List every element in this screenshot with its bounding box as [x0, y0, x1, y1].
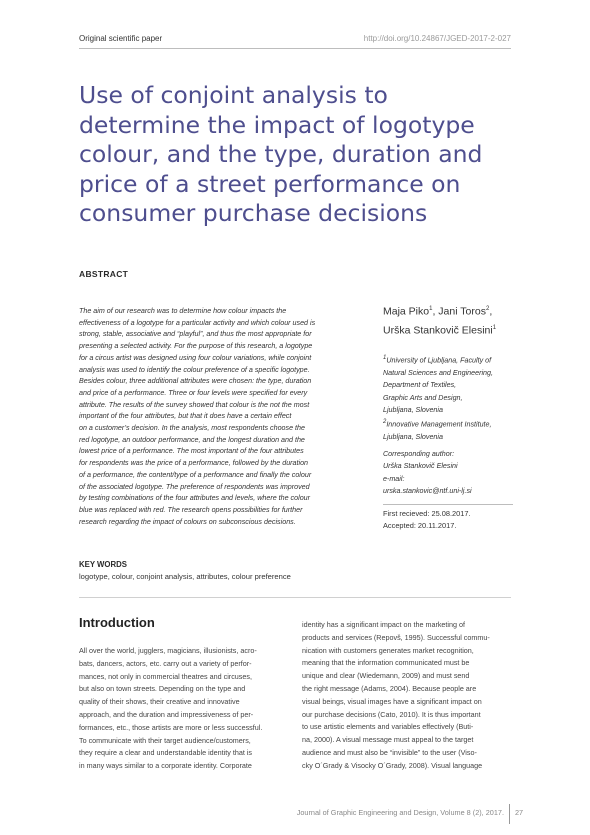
- title-line: colour, and the type, duration and: [79, 140, 483, 168]
- corresponding-label: Corresponding author:: [383, 450, 455, 458]
- abstract-line: blue was replaced with red. The research opens possibilities for further: [79, 505, 303, 514]
- doi-link[interactable]: http://doi.org/10.24867/JGED-2017-2-027: [363, 34, 511, 43]
- author-list: Maja Piko$^1$, Jani Toros$^2$, Urška Stankovič Elesini$^1$: [383, 305, 497, 336]
- affiliation-marker: 1: [429, 306, 433, 312]
- abstract-line: for respondents was the price of a performance, followed by the duration: [79, 459, 309, 468]
- abstract-line: Besides colour, three additional attributes were chosen: the type, duration: [79, 377, 312, 386]
- author-name: Maja Piko: [383, 305, 430, 318]
- journal-footer: Journal of Graphic Engineering and Design, Volume 8 (2), 2017.: [296, 808, 504, 817]
- author-name: Urška Stankovič Elesini: [383, 324, 493, 336]
- body-text-line: but also on town streets. Depending on the type and: [79, 684, 246, 694]
- affiliation-marker: 2: [383, 419, 387, 426]
- submission-dates: [383, 508, 471, 533]
- intro-column-right: [302, 619, 514, 773]
- title-line: price of a street performance on: [79, 169, 461, 198]
- body-text-line: formances, etc., those artists are more or less successful.: [79, 722, 263, 732]
- affiliation-line: Department of Textiles,: [383, 381, 457, 390]
- body-text-line: All over the world, jugglers, magicians, illusionists, acro-: [79, 646, 257, 655]
- body-text-line: bats, dancers, actors, etc. carry out a variety of perfor-: [79, 658, 252, 668]
- email-link[interactable]: urska.stankovic@ntf.uni-lj.si: [383, 487, 472, 496]
- abstract-line: of a performance, the content/type of a performance and finally the colour: [79, 470, 312, 479]
- affiliations: [383, 352, 523, 444]
- affiliation-line: Natural Sciences and Engineering,: [383, 368, 493, 377]
- header-divider: [79, 48, 511, 49]
- abstract-line: research regarding the impact of colours on subconscious decisions.: [79, 517, 296, 526]
- body-text-line: audience and must also be “invisible” to the user (Viso-: [302, 747, 477, 757]
- dates-divider: [383, 504, 513, 505]
- corresponding-name: Urška Stankovič Elesini: [383, 462, 458, 471]
- body-text-line: approach, and the duration and impressiveness of per-: [79, 709, 254, 719]
- abstract-line: lowest price of a performance. The most important of the four attributes: [79, 447, 304, 456]
- corresponding-author: [383, 448, 523, 498]
- affiliation-text: University of Ljubljana, Faculty of: [386, 356, 492, 365]
- author-name: Jani Toros: [438, 305, 486, 318]
- affiliation-text: Innovative Management Institute,: [386, 420, 492, 429]
- abstract-line: and price of a performance. Three or four levels were specified for every: [79, 388, 308, 397]
- abstract-heading: ABSTRACT: [79, 269, 129, 279]
- email-label: e-mail:: [383, 474, 405, 483]
- body-text-line: quality of their shows, their creative and innovative: [79, 697, 240, 707]
- author-separator: ,: [432, 305, 439, 318]
- received-date: First recieved: 25.08.2017.: [383, 509, 471, 518]
- affiliation-marker: 1: [383, 355, 387, 361]
- footer-divider: [509, 804, 510, 824]
- body-text-line: visual beings, visual images have a significant impact on: [302, 696, 482, 706]
- affiliation-line: Graphic Arts and Design,: [383, 393, 463, 402]
- abstract-line: for a circus artist was designed using four colour variations, while conjoint: [79, 353, 312, 362]
- abstract-line: important of the four attributes, but that it does have a certain effect: [79, 412, 292, 421]
- keywords-heading: KEY WORDS: [79, 560, 127, 569]
- page-number: 27: [515, 808, 524, 817]
- abstract-line: effectiveness of a logotype for a particular activity and which colour used is: [79, 318, 316, 327]
- body-text-line: to use artistic elements and variables effectively (Buti-: [302, 722, 474, 732]
- body-text-line: identity has a significant impact on the marketing of: [302, 620, 466, 629]
- abstract-line: strong, stable, associative and “playful”, and thus the most appropriate for: [79, 330, 312, 339]
- affiliation-line: [383, 416, 523, 431]
- body-text-line: mances, not only in commercial theatres and circuses,: [79, 671, 252, 681]
- body-text-line: in many ways similar to a corporate identity. Corporate: [79, 761, 252, 771]
- body-text-line: To communicate with their target audience/customers,: [79, 735, 251, 745]
- abstract-line: attribute. The results of the survey showed that colour is the not the most: [79, 400, 310, 409]
- body-text-line: cky O´Grady & Visocky O´Grady, 2008). Visual language: [302, 760, 483, 770]
- body-text-line: they require a clear and understandable identity that is: [79, 748, 253, 758]
- body-text-line: the right message (Adams, 2004). Because people are: [302, 683, 477, 693]
- article-type-label: Original scientific paper: [79, 34, 163, 43]
- abstract-line: of the associated logotype. The preference of respondents was improved: [79, 482, 310, 491]
- accepted-date: Accepted: 20.11.2017.: [383, 521, 457, 531]
- body-text-line: nication with customers generates market recognition,: [302, 645, 474, 655]
- keywords-text: logotype, colour, conjoint analysis, attributes, colour preference: [79, 572, 291, 581]
- title-line: determine the impact of logotype: [79, 110, 475, 139]
- introduction-heading: Introduction: [79, 615, 155, 630]
- abstract-line: presenting a selected activity. For the purpose of this research, a logotype: [79, 342, 313, 351]
- abstract-line: The aim of our research was to determine how colour impacts the: [79, 307, 287, 315]
- title-line: consumer purchase decisions: [79, 199, 428, 227]
- body-text-line: meaning that the information communicated must be: [302, 658, 470, 668]
- section-divider: [79, 597, 511, 598]
- body-text-line: products and services (Repovš, 1995). Successful commu-: [302, 632, 490, 642]
- affiliation-marker: 2: [485, 306, 490, 312]
- affiliation-line: Ljubljana, Slovenia: [383, 406, 443, 414]
- body-text-line: na, 2000). A visual message must appeal to the target: [302, 735, 474, 745]
- abstract-text: [79, 306, 361, 528]
- abstract-line: by testing combinations of the four attributes and levels, where the colour: [79, 494, 311, 503]
- affiliation-line: Ljubljana, Slovenia: [383, 433, 443, 442]
- abstract-line: red logotype, an outdoor performance, and the longest duration and the: [79, 435, 305, 444]
- intro-column-left: [79, 645, 284, 773]
- title-line: Use of conjoint analysis to: [79, 81, 388, 109]
- affiliation-line: [383, 352, 523, 367]
- body-text-line: our purchase decisions (Cato, 2010). It is thus important: [302, 709, 481, 719]
- affiliation-marker: 1: [492, 324, 497, 331]
- abstract-line: analysis was used to identify the colour preference of a specific logotype.: [79, 365, 310, 374]
- abstract-line: on a customer’s decision. In the analysis, most respondents choose the: [79, 424, 305, 433]
- article-title: [79, 81, 499, 229]
- body-text-line: unique and clear (Wiedemann, 2009) and must send: [302, 671, 470, 681]
